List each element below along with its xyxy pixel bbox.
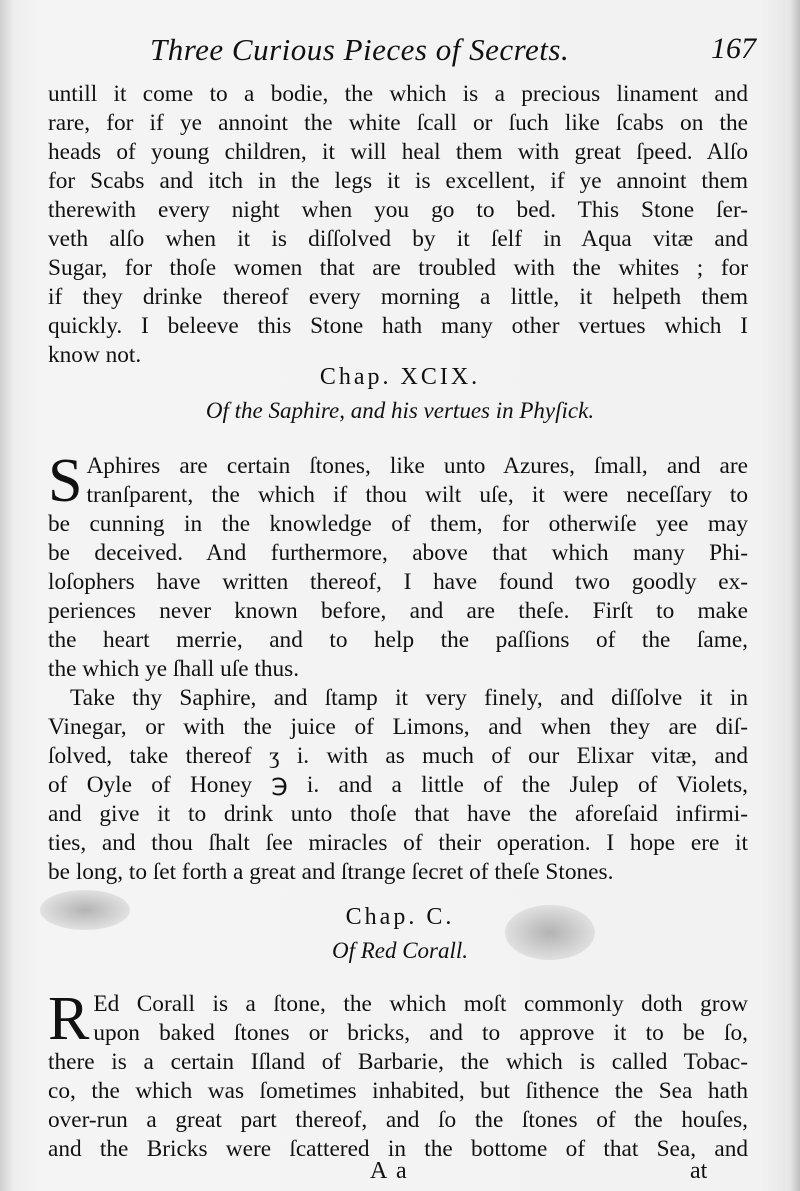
text-line: tranſparent, the which if thou wilt uſe, it were neceſſary to [86,482,748,508]
chapter-99-paragraph-2 [48,684,748,887]
text-line: over-run a great part thereof, and ſo the ſtones of the houſes, [48,1107,748,1133]
text-line: untill it come to a bodie, the which is a precious linament and [48,81,748,107]
text-line: for Scabs and itch in the legs it is excellent, if ye annoint them [48,168,748,194]
catchword: at [690,1158,708,1184]
text-line: ſolved, take thereof ʒ i. with as much of our Elixar vitæ, and [48,743,748,769]
ink-smudge [40,890,130,930]
drop-cap: R [48,985,90,1053]
text-line: there is a certain Iſland of Barbarie, the which is called Tobac- [48,1049,748,1075]
chapter-100-paragraph-1 [48,985,748,1164]
text-line: periences never known before, and are theſe. Firſt to make [48,598,748,624]
text-line: be deceived. And furthermore, above that which many Phi- [48,540,748,566]
text-line: and the Bricks were ſcattered in the bottome of that Sea, and [48,1136,748,1162]
text-line: Sugar, for thoſe women that are troubled with the whites ; for [48,255,748,281]
chapter-100-subtitle: Of Red Corall. [331,938,469,963]
page-header [140,32,756,72]
text-line: be cunning in the knowledge of them, for otherwiſe yee may [48,511,748,537]
text-line: rare, for if ye annoint the white ſcall or ſuch like ſcabs on the [48,110,748,136]
text-line: Ed Corall is a ſtone, the which moſt commonly doth grow [93,991,748,1017]
text-line: heads of young children, it will heal them with great ſpeed. Alſo [48,139,748,165]
text-line: therewith every night when you go to bed. This Stone ſer- [48,197,748,223]
continued-paragraph [48,80,748,370]
drop-cap: S [48,447,83,515]
text-line: the heart merrie, and to help the paſſions of the ſame, [48,627,748,653]
chapter-99-title: Chap. XCIX. [319,364,481,390]
chapter-99-subtitle: Of the Saphire, and his vertues in Phyſick. [205,398,595,423]
text-line: Vinegar, or with the juice of Limons, and when they are diſ- [48,714,748,740]
text-line: veth alſo when it is diſſolved by it ſelf in Aqua vitæ and [48,226,748,252]
text-line: if they drinke thereof every morning a little, it helpeth them [48,284,748,310]
text-line: and give it to drink unto thoſe that have the aforeſaid infirmi- [48,801,748,827]
text-line: know not. [48,342,142,368]
text-line: quickly. I beleeve this Stone hath many other vertues which I [48,313,748,339]
text-line: the which ye ſhall uſe thus. [48,656,300,682]
running-head: Three Curious Pieces of Secrets. [150,32,570,67]
text-line: ties, and thou ſhalt ſee miracles of their operation. I hope ere it [48,830,748,856]
chapter-100-title: Chap. C. [345,904,455,930]
text-line: of Oyle of Honey ℈ i. and a little of the Julep of Violets, [48,772,748,798]
text-line: loſophers have written thereof, I have found two goodly ex- [48,569,748,595]
signature-mark: A a [370,1158,409,1184]
ink-smudge [505,905,595,960]
text-line: Aphires are certain ſtones, like unto Azures, ſmall, and are [86,453,748,479]
text-line: upon baked ſtones or bricks, and to approve it to be ſo, [93,1020,748,1046]
text-line: co, the which was ſometimes inhabited, but ſithence the Sea hath [48,1078,748,1104]
text-line: Take thy Saphire, and ſtamp it very finely, and diſſolve it in [70,685,748,711]
chapter-99-paragraph-1 [48,447,748,684]
text-line: be long, to ſet forth a great and ſtrange ſecret of theſe Stones. [48,859,614,885]
page-number: 167 [711,32,756,65]
